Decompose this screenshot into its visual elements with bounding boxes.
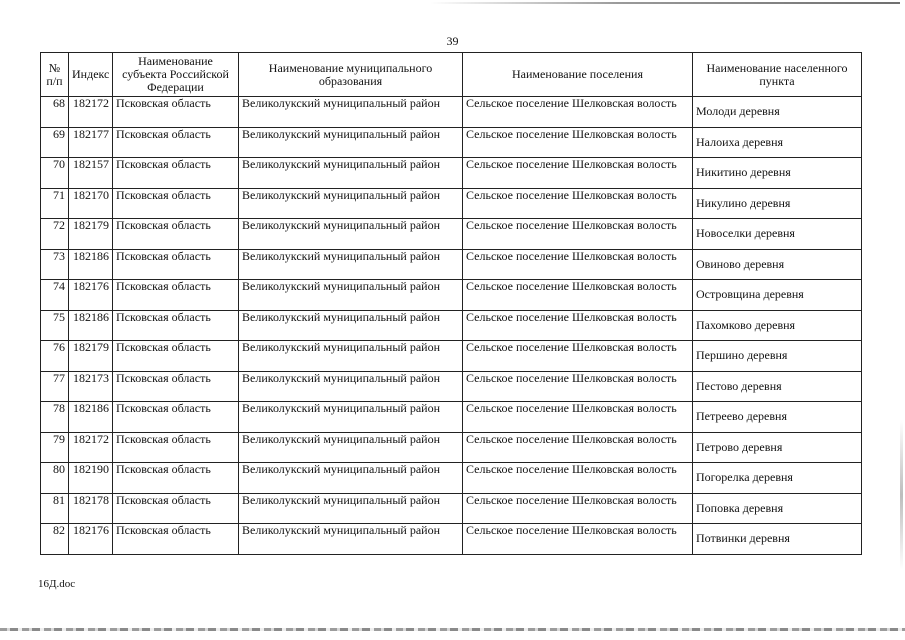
row-index: 182173 <box>69 371 113 402</box>
footer-filename: 16Д.doc <box>38 578 76 590</box>
row-place: Поповка деревня <box>693 493 862 524</box>
row-index: 182172 <box>69 97 113 128</box>
row-number: 79 <box>41 432 69 463</box>
table-row <box>41 188 862 219</box>
row-settlement: Сельское поселение Шелковская волость <box>463 310 693 341</box>
row-municipality: Великолукский муниципальный район <box>239 97 463 128</box>
header-municipality: Наименование муниципального образования <box>239 53 463 97</box>
row-subject: Псковская область <box>113 280 239 311</box>
row-municipality: Великолукский муниципальный район <box>239 493 463 524</box>
row-number: 71 <box>41 188 69 219</box>
row-subject: Псковская область <box>113 463 239 494</box>
page-number: 39 <box>446 34 459 48</box>
row-index: 182179 <box>69 341 113 372</box>
row-index: 182186 <box>69 402 113 433</box>
row-settlement: Сельское поселение Шелковская волость <box>463 402 693 433</box>
row-settlement: Сельское поселение Шелковская волость <box>463 341 693 372</box>
row-place: Островщина деревня <box>693 280 862 311</box>
row-subject: Псковская область <box>113 493 239 524</box>
row-number: 77 <box>41 371 69 402</box>
row-place: Никитино деревня <box>693 158 862 189</box>
row-municipality: Великолукский муниципальный район <box>239 280 463 311</box>
row-place: Потвинки деревня <box>693 524 862 555</box>
row-index: 182190 <box>69 463 113 494</box>
row-subject: Псковская область <box>113 158 239 189</box>
row-index: 182172 <box>69 432 113 463</box>
row-municipality: Великолукский муниципальный район <box>239 371 463 402</box>
table-row <box>41 310 862 341</box>
row-municipality: Великолукский муниципальный район <box>239 463 463 494</box>
row-number: 76 <box>41 341 69 372</box>
row-index: 182177 <box>69 127 113 158</box>
table-row <box>41 341 862 372</box>
row-municipality: Великолукский муниципальный район <box>239 127 463 158</box>
row-number: 72 <box>41 219 69 250</box>
row-place: Новоселки деревня <box>693 219 862 250</box>
table-row <box>41 97 862 128</box>
row-settlement: Сельское поселение Шелковская волость <box>463 493 693 524</box>
row-place: Петреево деревня <box>693 402 862 433</box>
row-index: 182179 <box>69 219 113 250</box>
row-number: 74 <box>41 280 69 311</box>
row-number: 81 <box>41 493 69 524</box>
header-place: Наименование населенного пункта <box>693 53 862 97</box>
table-row <box>41 493 862 524</box>
row-subject: Псковская область <box>113 249 239 280</box>
row-settlement: Сельское поселение Шелковская волость <box>463 127 693 158</box>
scan-artifact-top <box>430 2 900 4</box>
row-number: 73 <box>41 249 69 280</box>
row-municipality: Великолукский муниципальный район <box>239 432 463 463</box>
row-settlement: Сельское поселение Шелковская волость <box>463 463 693 494</box>
row-place: Овиново деревня <box>693 249 862 280</box>
row-subject: Псковская область <box>113 97 239 128</box>
row-settlement: Сельское поселение Шелковская волость <box>463 280 693 311</box>
row-subject: Псковская область <box>113 341 239 372</box>
row-place: Пестово деревня <box>693 371 862 402</box>
row-index: 182176 <box>69 524 113 555</box>
row-subject: Псковская область <box>113 432 239 463</box>
row-subject: Псковская область <box>113 402 239 433</box>
table-row <box>41 249 862 280</box>
row-number: 78 <box>41 402 69 433</box>
row-municipality: Великолукский муниципальный район <box>239 310 463 341</box>
table-row <box>41 127 862 158</box>
row-settlement: Сельское поселение Шелковская волость <box>463 188 693 219</box>
row-number: 69 <box>41 127 69 158</box>
table-header-row <box>41 53 862 97</box>
row-municipality: Великолукский муниципальный район <box>239 402 463 433</box>
table-row <box>41 524 862 555</box>
table-row <box>41 158 862 189</box>
row-settlement: Сельское поселение Шелковская волость <box>463 524 693 555</box>
header-settlement: Наименование поселения <box>463 53 693 97</box>
row-place: Петрово деревня <box>693 432 862 463</box>
row-place: Пахомково деревня <box>693 310 862 341</box>
row-municipality: Великолукский муниципальный район <box>239 341 463 372</box>
row-subject: Псковская область <box>113 127 239 158</box>
row-index: 182170 <box>69 188 113 219</box>
row-number: 82 <box>41 524 69 555</box>
scan-artifact-bottom <box>0 628 905 631</box>
header-subject: Наименование субъекта Российской Федерации <box>113 53 239 97</box>
row-number: 80 <box>41 463 69 494</box>
row-subject: Псковская область <box>113 219 239 250</box>
row-settlement: Сельское поселение Шелковская волость <box>463 97 693 128</box>
row-subject: Псковская область <box>113 371 239 402</box>
row-index: 182157 <box>69 158 113 189</box>
row-settlement: Сельское поселение Шелковская волость <box>463 249 693 280</box>
row-municipality: Великолукский муниципальный район <box>239 524 463 555</box>
row-subject: Псковская область <box>113 310 239 341</box>
row-index: 182186 <box>69 249 113 280</box>
header-number: № п/п <box>41 53 69 97</box>
row-place: Никулино деревня <box>693 188 862 219</box>
scan-artifact-right <box>900 420 903 570</box>
table-row <box>41 371 862 402</box>
row-settlement: Сельское поселение Шелковская волость <box>463 158 693 189</box>
settlements-table <box>40 52 862 555</box>
row-settlement: Сельское поселение Шелковская волость <box>463 432 693 463</box>
row-index: 182186 <box>69 310 113 341</box>
header-index: Индекс <box>69 53 113 97</box>
table-row <box>41 219 862 250</box>
row-index: 182176 <box>69 280 113 311</box>
row-municipality: Великолукский муниципальный район <box>239 219 463 250</box>
row-number: 70 <box>41 158 69 189</box>
row-municipality: Великолукский муниципальный район <box>239 188 463 219</box>
row-index: 182178 <box>69 493 113 524</box>
table-row <box>41 463 862 494</box>
row-place: Налоиха деревня <box>693 127 862 158</box>
table-row <box>41 280 862 311</box>
row-place: Молоди деревня <box>693 97 862 128</box>
table-row <box>41 402 862 433</box>
row-municipality: Великолукский муниципальный район <box>239 249 463 280</box>
row-number: 68 <box>41 97 69 128</box>
row-number: 75 <box>41 310 69 341</box>
row-place: Погорелка деревня <box>693 463 862 494</box>
row-place: Першино деревня <box>693 341 862 372</box>
row-municipality: Великолукский муниципальный район <box>239 158 463 189</box>
row-settlement: Сельское поселение Шелковская волость <box>463 219 693 250</box>
row-subject: Псковская область <box>113 188 239 219</box>
table-row <box>41 432 862 463</box>
row-settlement: Сельское поселение Шелковская волость <box>463 371 693 402</box>
row-subject: Псковская область <box>113 524 239 555</box>
